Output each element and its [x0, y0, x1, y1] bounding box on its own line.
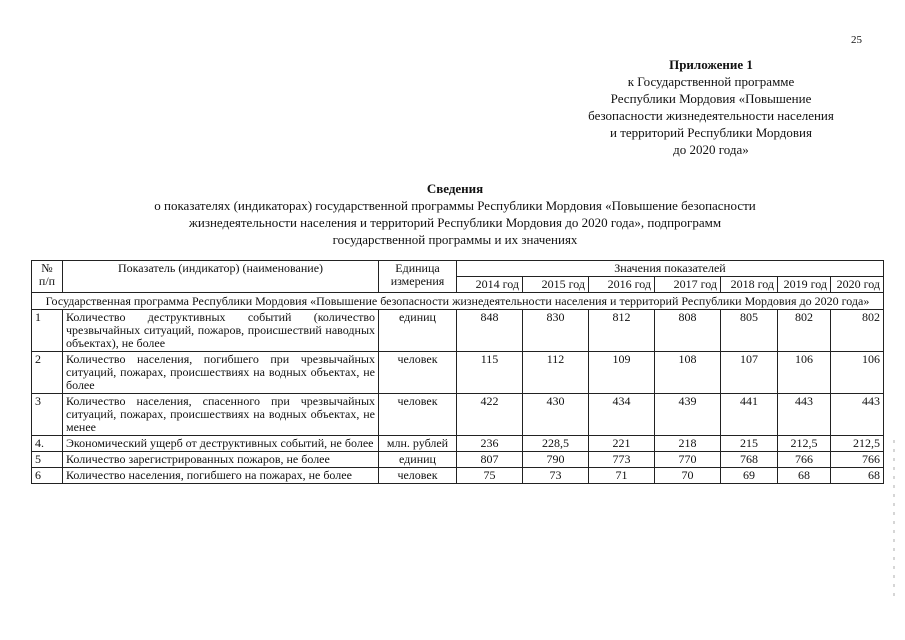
row-value: 805	[721, 310, 778, 352]
row-unit: человек	[379, 468, 457, 484]
row-value: 443	[778, 394, 831, 436]
row-indicator: Экономический ущерб от деструктивных событий, не более	[63, 436, 379, 452]
row-unit: единиц	[379, 310, 457, 352]
appendix-line: безопасности жизнедеятельности населения	[588, 108, 834, 123]
row-value: 770	[655, 452, 721, 468]
row-value: 73	[523, 468, 589, 484]
header-year: 2020 год	[831, 277, 884, 293]
appendix-line: Республики Мордовия «Повышение	[610, 91, 812, 106]
row-indicator: Количество населения, погибшего на пожарах, не более	[63, 468, 379, 484]
header-year: 2015 год	[523, 277, 589, 293]
row-value: 807	[457, 452, 523, 468]
appendix-line: и территорий Республики Мордовия	[609, 125, 812, 140]
row-value: 212,5	[778, 436, 831, 452]
section-program-title: Государственная программа Республики Мордовия «Повышение безопасности жизнедеятельности населения и территорий Республики Мордовия до 2020 года»	[32, 293, 884, 310]
header-year: 2018 год	[721, 277, 778, 293]
row-value: 218	[655, 436, 721, 452]
scan-edge-artifact	[893, 440, 895, 600]
table-row	[32, 468, 884, 484]
row-value: 215	[721, 436, 778, 452]
row-value: 768	[721, 452, 778, 468]
row-value: 802	[778, 310, 831, 352]
row-value: 236	[457, 436, 523, 452]
row-num: 3	[32, 394, 63, 436]
appendix-block	[556, 56, 866, 158]
table-row	[32, 394, 884, 436]
row-indicator: Количество зарегистрированных пожаров, не более	[63, 452, 379, 468]
row-value: 848	[457, 310, 523, 352]
heading-line: жизнедеятельности населения и территорий Республики Мордовия до 2020 года», подпрограмм	[188, 215, 722, 230]
row-value: 773	[589, 452, 655, 468]
row-value: 112	[523, 352, 589, 394]
header-values: Значения показателей	[457, 261, 884, 277]
row-value: 808	[655, 310, 721, 352]
table-row	[32, 310, 884, 352]
row-value: 71	[589, 468, 655, 484]
row-value: 106	[778, 352, 831, 394]
header-year: 2019 год	[778, 277, 831, 293]
row-value: 108	[655, 352, 721, 394]
row-num: 1	[32, 310, 63, 352]
row-value: 434	[589, 394, 655, 436]
table-row	[32, 452, 884, 468]
row-value: 830	[523, 310, 589, 352]
row-num: 4.	[32, 436, 63, 452]
row-value: 212,5	[831, 436, 884, 452]
row-value: 443	[831, 394, 884, 436]
row-value: 430	[523, 394, 589, 436]
page-number: 25	[851, 34, 862, 46]
row-unit: человек	[379, 352, 457, 394]
row-value: 766	[831, 452, 884, 468]
row-value: 68	[831, 468, 884, 484]
row-indicator: Количество деструктивных событий (количество чрезвычайных ситуаций, пожаров, происшествий наводных объектах), не более	[63, 310, 379, 352]
row-value: 802	[831, 310, 884, 352]
table-row	[32, 352, 884, 394]
row-value: 790	[523, 452, 589, 468]
table-row	[32, 436, 884, 452]
row-value: 106	[831, 352, 884, 394]
row-value: 107	[721, 352, 778, 394]
row-unit: человек	[379, 394, 457, 436]
row-value: 439	[655, 394, 721, 436]
row-unit: единиц	[379, 452, 457, 468]
row-value: 68	[778, 468, 831, 484]
row-value: 422	[457, 394, 523, 436]
row-indicator: Количество населения, погибшего при чрезвычайных ситуаций, пожарах, происшествиях на водных объектах, не более	[63, 352, 379, 394]
header-unit: Единица измерения	[379, 261, 457, 293]
row-value: 109	[589, 352, 655, 394]
row-value: 69	[721, 468, 778, 484]
row-unit: млн. рублей	[379, 436, 457, 452]
header-year: 2017 год	[655, 277, 721, 293]
header-year: 2014 год	[457, 277, 523, 293]
row-num: 6	[32, 468, 63, 484]
heading-line: государственной программы и их значениях	[332, 232, 578, 247]
row-value: 766	[778, 452, 831, 468]
row-value: 221	[589, 436, 655, 452]
indicators-table	[31, 260, 884, 484]
row-value: 70	[655, 468, 721, 484]
row-value: 441	[721, 394, 778, 436]
row-value: 115	[457, 352, 523, 394]
header-year: 2016 год	[589, 277, 655, 293]
appendix-title: Приложение 1	[669, 57, 753, 72]
row-value: 228,5	[523, 436, 589, 452]
document-heading	[60, 180, 850, 248]
heading-title: Сведения	[426, 181, 484, 196]
row-value: 812	[589, 310, 655, 352]
appendix-line: к Государственной программе	[627, 74, 795, 89]
row-num: 2	[32, 352, 63, 394]
row-value: 75	[457, 468, 523, 484]
header-num: № п/п	[32, 261, 63, 293]
header-indicator: Показатель (индикатор) (наименование)	[63, 261, 379, 293]
appendix-line: до 2020 года»	[673, 142, 749, 157]
row-num: 5	[32, 452, 63, 468]
row-indicator: Количество населения, спасенного при чрезвычайных ситуаций, пожарах, происшествиях на водных объектах, не менее	[63, 394, 379, 436]
heading-line: о показателях (индикаторах) государственной программы Республики Мордовия «Повышение безопасности	[154, 198, 756, 213]
